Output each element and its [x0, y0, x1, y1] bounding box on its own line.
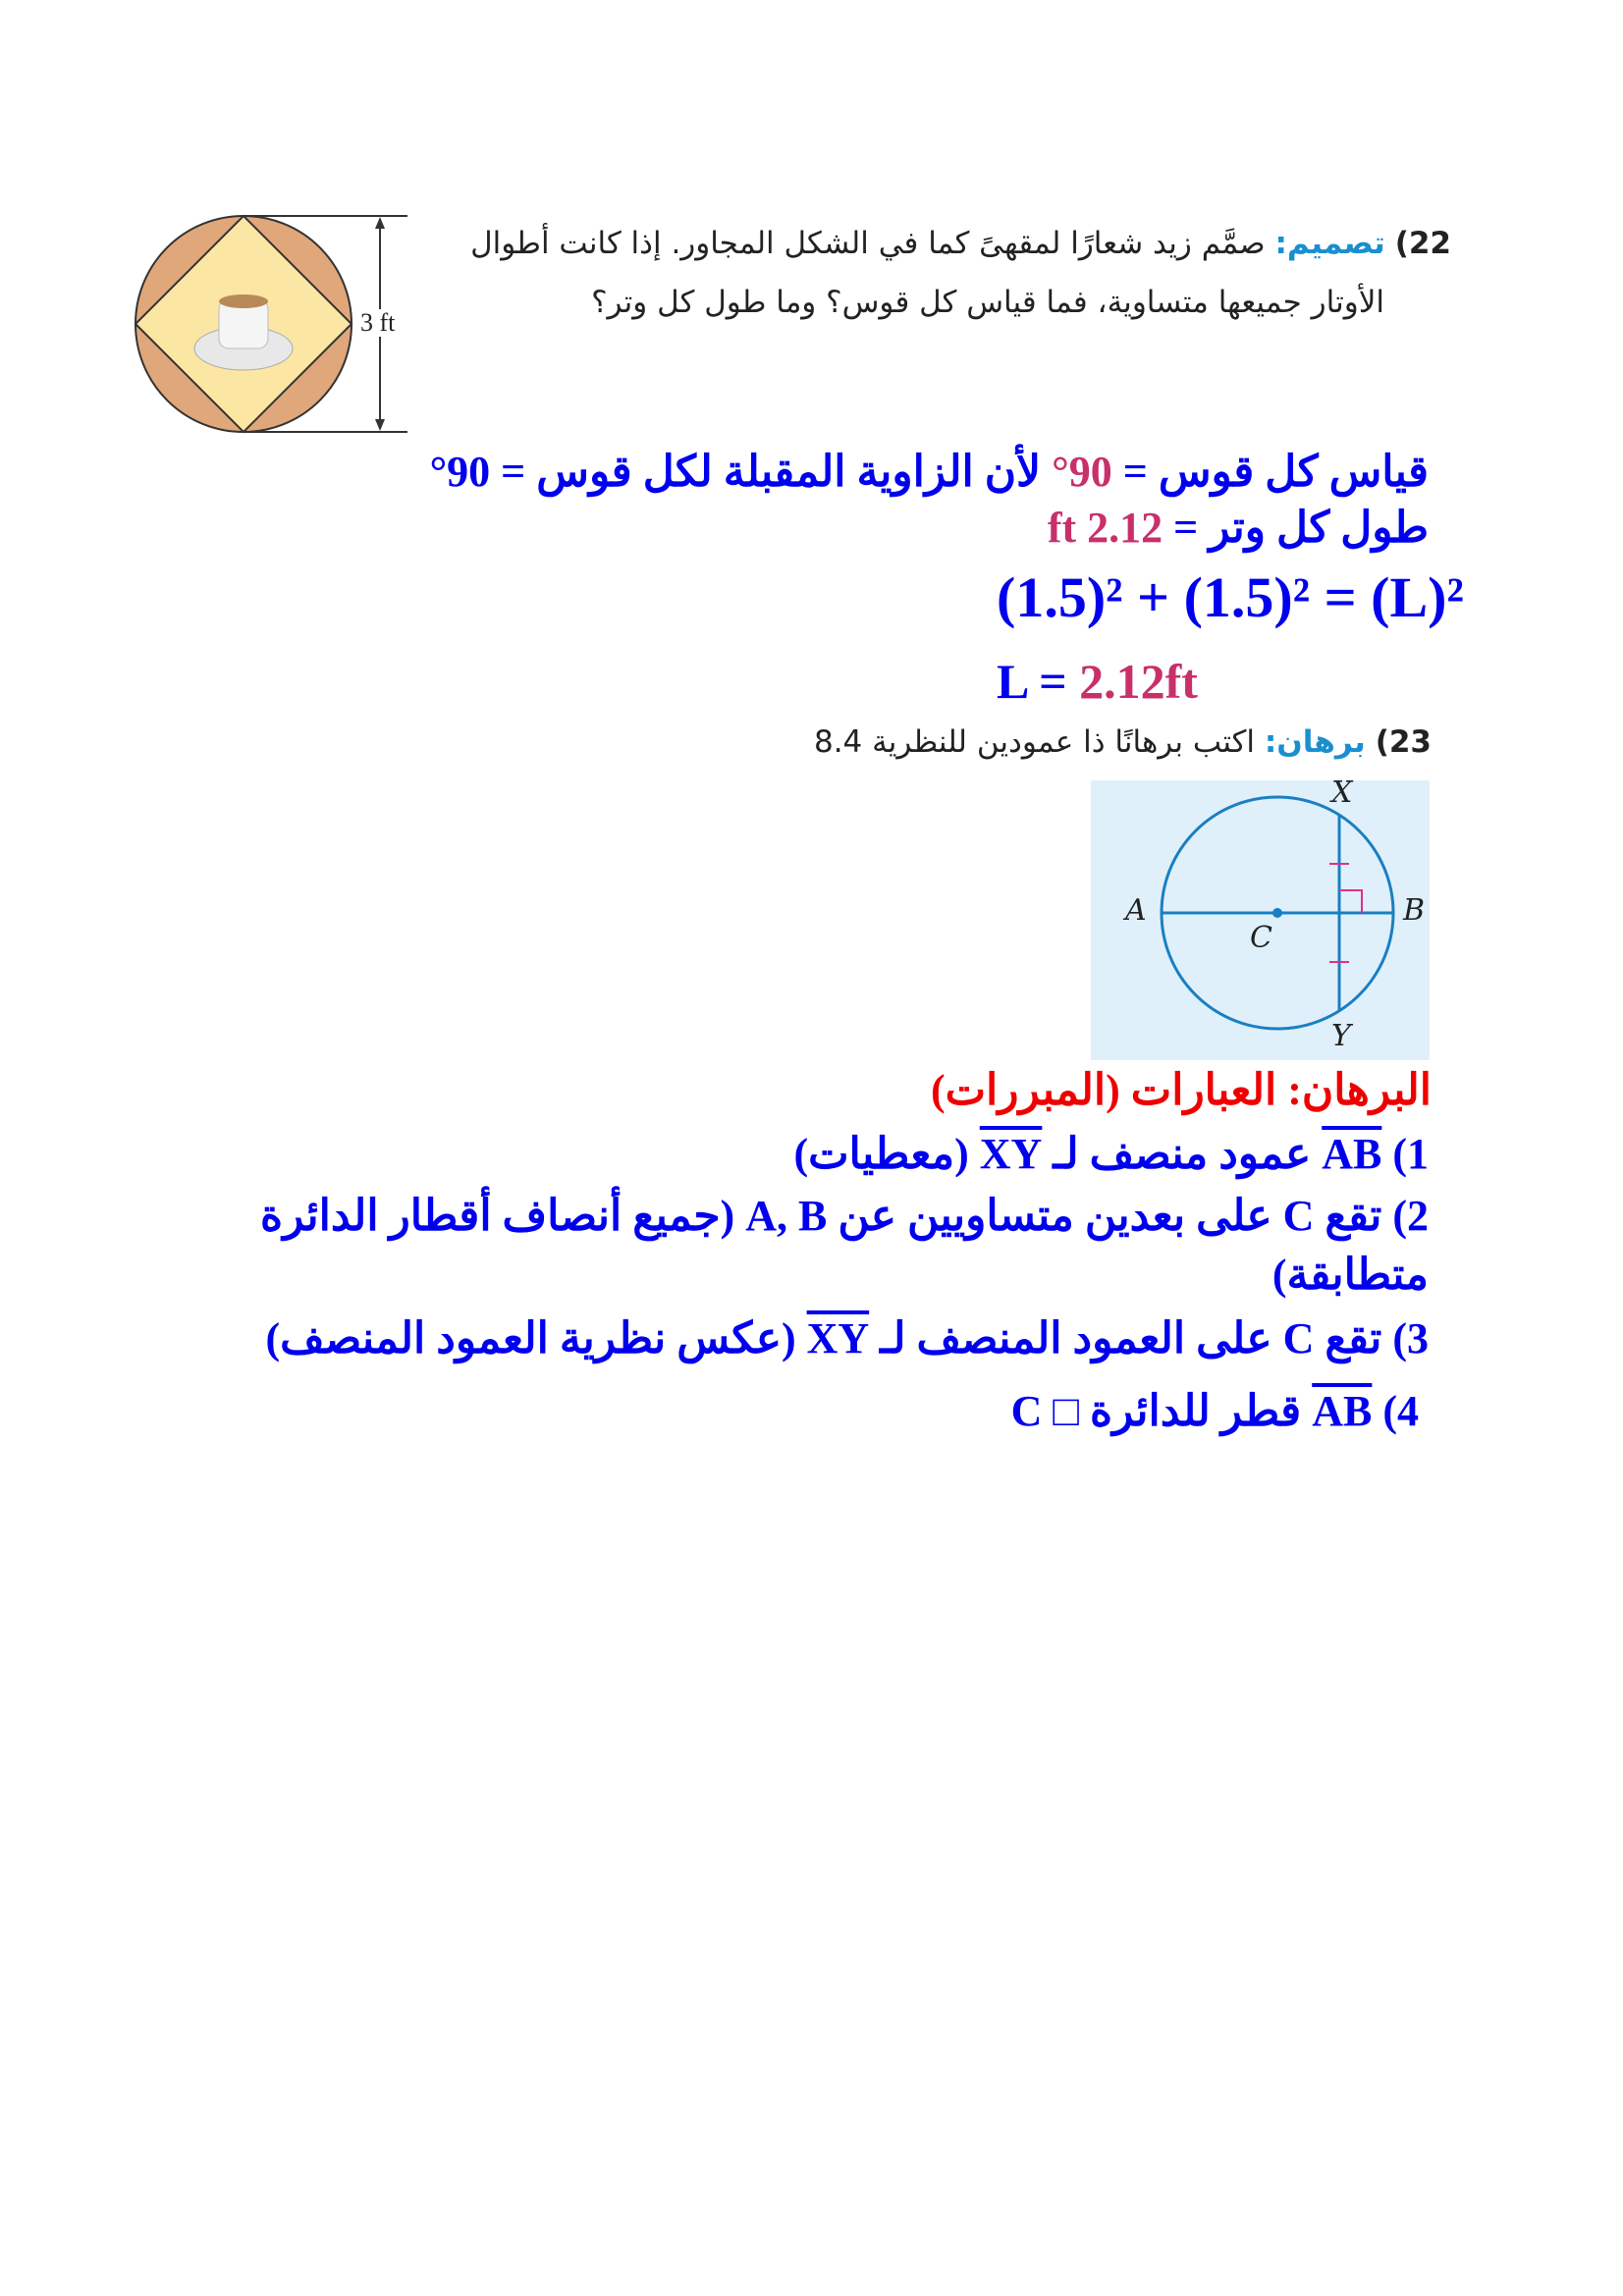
step-text: تقع C على بعدين متساويين عن A, B [745, 1192, 1382, 1240]
center-point [1272, 908, 1282, 918]
proof-step-3 [266, 1313, 1429, 1363]
step-reason: (معطيات) [793, 1130, 969, 1178]
proof-step-2-cont: متطابقة) [1271, 1251, 1429, 1299]
arc-reason: لأن الزاوية المقبلة لكل قوس = [501, 448, 1042, 496]
q22-line1 [470, 226, 1451, 261]
q22-number: 22) [1394, 226, 1451, 261]
q22-keyword: تصميم: [1274, 226, 1385, 261]
pythagorean-equation: (1.5)² + (1.5)² = (L)² [997, 565, 1464, 629]
segment-XY: XY [979, 1130, 1043, 1178]
arc-value: 90° [1052, 448, 1112, 496]
label-Y: Y [1331, 1019, 1351, 1053]
q22-line2: الأوتار جميعها متساوية، فما قياس كل قوس؟ وما طول كل وتر؟ [591, 285, 1384, 320]
step-number: 1) [1392, 1130, 1429, 1178]
chord-prefix: طول كل وتر = [1173, 504, 1429, 552]
q22-text: صمَّم زيد شعارًا لمقهىً كما في الشكل المجاور. إذا كانت أطوال [470, 226, 1266, 261]
step-reason: (جميع أنصاف أقطار الدائرة [260, 1192, 735, 1240]
step-reason: (عكس نظرية العمود المنصف) [265, 1314, 796, 1362]
circle-diagram [1091, 775, 1430, 1060]
proof-title: البرهان: العبارات (المبررات) [930, 1066, 1432, 1114]
answer-arc-line [430, 447, 1429, 497]
q23-line [814, 724, 1432, 760]
proof-step-1 [793, 1129, 1429, 1179]
segment-AB: AB [1322, 1130, 1382, 1178]
q23-number: 23) [1375, 724, 1432, 760]
step-text: تقع C على العمود المنصف لـ [880, 1314, 1382, 1362]
arc-value2: 90° [429, 448, 491, 496]
segment-XY: XY [806, 1314, 870, 1362]
q23-text: اكتب برهانًا ذا عمودين للنظرية 8.4 [813, 724, 1256, 760]
result-line [997, 653, 1198, 710]
step-number: 3) [1392, 1314, 1429, 1362]
answer-chord-line [1048, 503, 1429, 553]
figure-label: 3 ft [360, 308, 396, 337]
step-number: 4) [1382, 1387, 1419, 1435]
step-text: عمود منصف لـ [1053, 1130, 1312, 1178]
result-lhs: L = [997, 654, 1067, 709]
result-value: 2.12ft [1079, 654, 1198, 709]
proof-step-2 [260, 1191, 1429, 1241]
segment-AB: AB [1312, 1387, 1373, 1435]
arc-prefix: قياس كل قوس = [1122, 448, 1429, 496]
label-X: X [1331, 775, 1353, 810]
q23-keyword: برهان: [1264, 724, 1366, 760]
label-B: B [1403, 893, 1426, 928]
step-number: 2) [1392, 1192, 1429, 1240]
label-A: A [1125, 893, 1147, 928]
right-angle-mark [1339, 890, 1362, 913]
step-text: قطر للدائرة [1089, 1387, 1302, 1435]
step-tail: C □ [1010, 1387, 1079, 1435]
label-C: C [1250, 921, 1272, 955]
proof-step-4 [1011, 1386, 1419, 1436]
chord-value: 2.12 ft [1047, 504, 1163, 552]
